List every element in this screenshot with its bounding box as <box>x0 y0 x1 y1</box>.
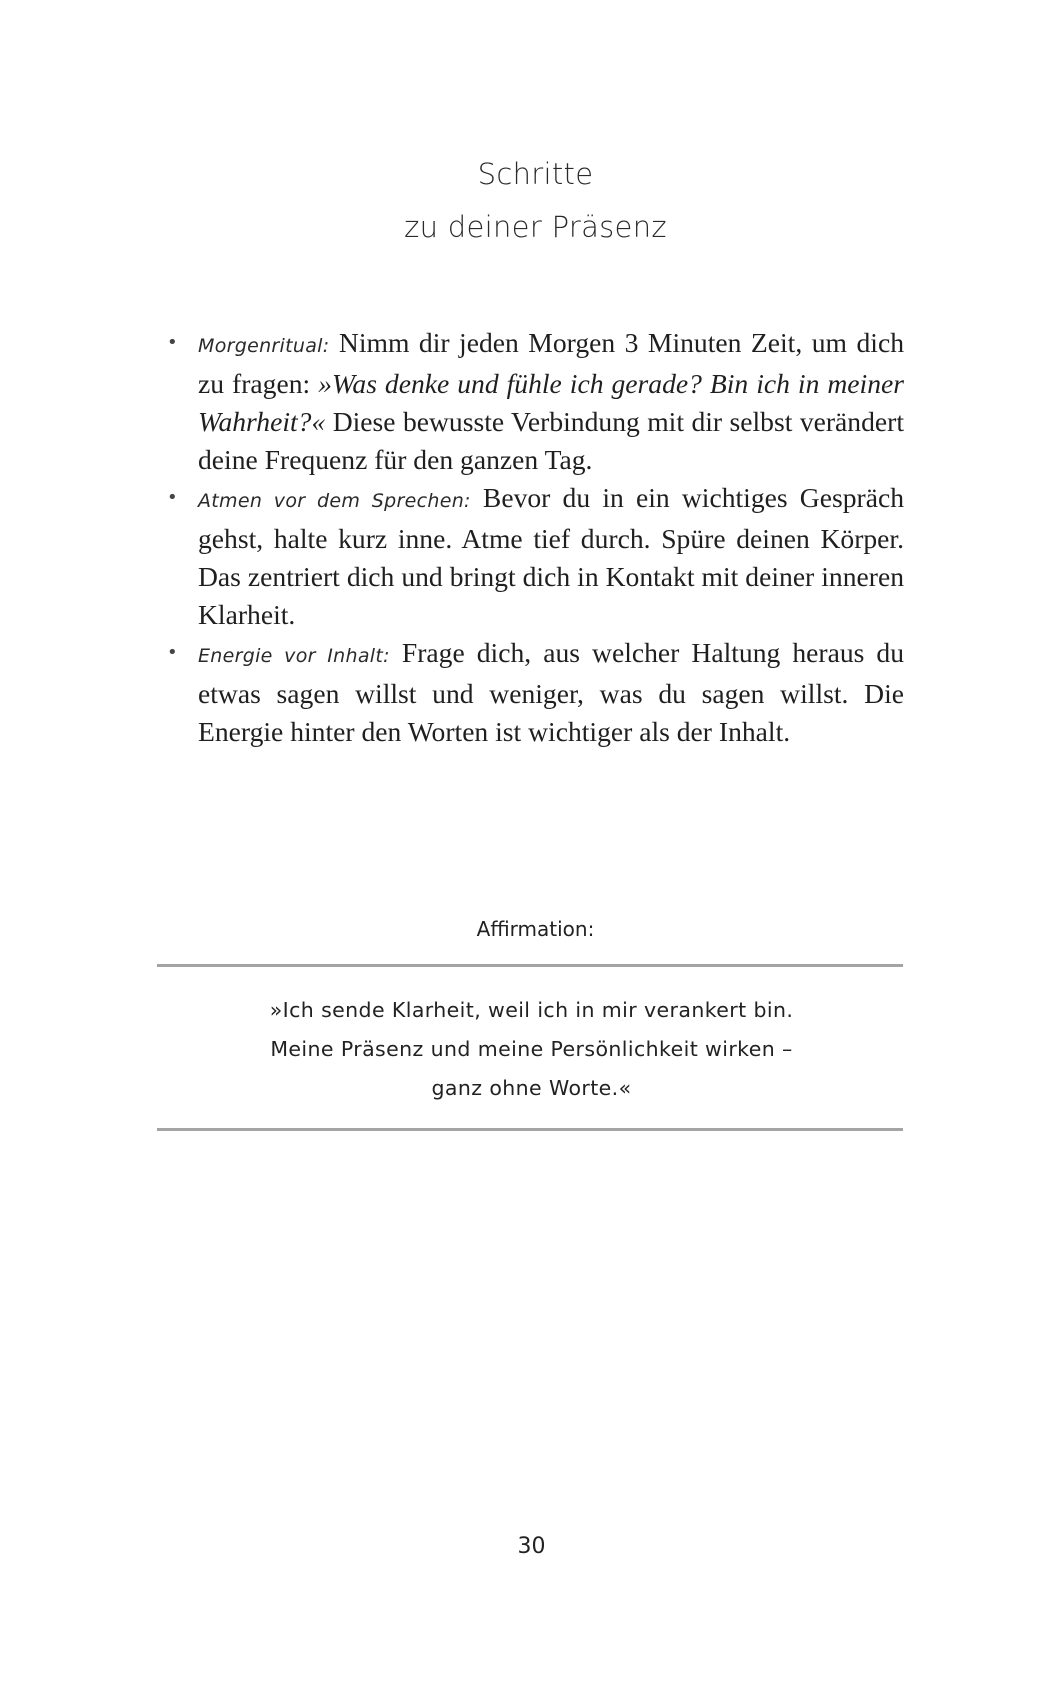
page-title <box>0 148 1063 254</box>
divider-bottom <box>157 1128 903 1131</box>
item-text: Frage dich, aus welcher Haltung heraus du etwas sagen willst und weniger, was du sagen willst. Die Energie hinter den Worten ist wichtiger als der Inhalt. <box>198 637 905 747</box>
affirmation-line-1: »Ich sende Klarheit, weil ich in mir verankert bin. <box>269 998 794 1022</box>
bullet-icon: • <box>167 332 178 353</box>
item-quote: »Was denke und fühle ich gerade? Bin ich in meiner Wahrheit?« <box>198 368 904 437</box>
steps-list <box>164 324 904 751</box>
item-lead: Atmen vor dem Sprechen: <box>198 490 471 512</box>
item-lead: Morgenritual: <box>198 335 330 357</box>
affirmation-line-2: Meine Präsenz und meine Persönlichkeit wirken – <box>270 1037 793 1061</box>
title-line-2: zu deiner Präsenz <box>404 210 667 244</box>
list-item <box>164 324 904 479</box>
page-number: 30 <box>517 1534 546 1559</box>
list-item <box>164 479 904 634</box>
item-text: Nimm dir jeden Morgen 3 Minuten Zeit, um dich zu fragen: <box>198 327 904 399</box>
affirmation-label: Affirmation: <box>476 917 595 941</box>
bullet-icon: • <box>167 487 178 508</box>
item-text-after: Diese bewusste Verbindung mit dir selbst verändert deine Frequenz für den ganzen Tag. <box>198 406 904 475</box>
bullet-icon: • <box>167 642 178 663</box>
item-lead: Energie vor Inhalt: <box>198 645 390 667</box>
affirmation-text <box>0 991 1063 1108</box>
affirmation-line-3: ganz ohne Worte.« <box>431 1076 632 1100</box>
divider-top <box>157 964 903 967</box>
title-line-1: Schritte <box>477 157 594 191</box>
item-text: Bevor du in ein wichtiges Gespräch gehst, halte kurz inne. Atme tief durch. Spüre deinen Körper. Das zentriert dich und bringt dich in Kontakt mit deiner inneren Klarheit. <box>198 482 904 630</box>
list-item <box>164 634 904 751</box>
